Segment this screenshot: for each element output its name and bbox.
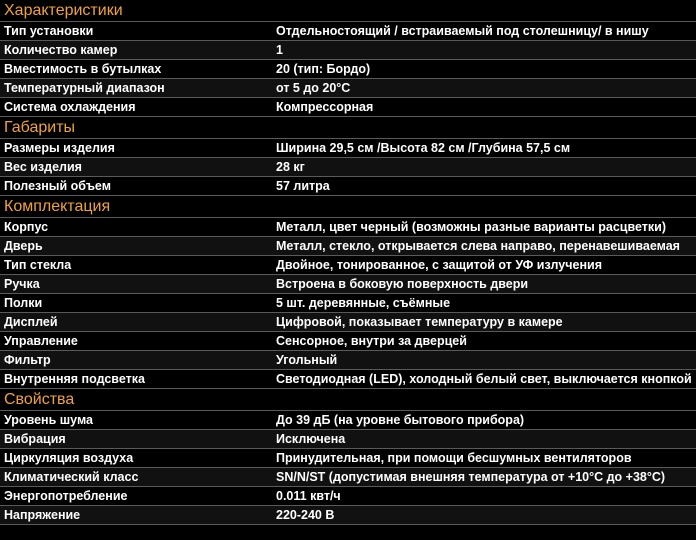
spec-row [0,79,696,98]
section-title: Габариты [0,117,696,139]
spec-label: Тип установки [4,24,94,38]
section-title: Комплектация [0,196,696,218]
spec-value: До 39 дБ (на уровне бытового прибора) [276,413,525,427]
spec-row [0,41,696,60]
spec-value: Компрессорная [276,100,374,114]
spec-value: Двойное, тонированное, с защитой от УФ излучения [276,258,602,272]
spec-label: Вес изделия [4,160,82,174]
spec-value: Встроена в боковую поверхность двери [276,277,529,291]
spec-value: SN/N/ST (допустимая внешняя температура от +10°С до +38°С) [276,470,666,484]
spec-label: Энергопотребление [4,489,128,503]
spec-row [0,468,696,487]
spec-label: Уровень шума [4,413,93,427]
spec-label: Внутренняя подсветка [4,372,145,386]
spec-row [0,275,696,294]
spec-row [0,158,696,177]
spec-label: Дисплей [4,315,58,329]
spec-value: Светодиодная (LED), холодный белый свет, выключается кнопкой [276,372,692,386]
spec-value: Цифровой, показывает температуру в камере [276,315,563,329]
spec-value: Металл, цвет черный (возможны разные варианты расцветки) [276,220,667,234]
spec-label: Дверь [4,239,43,253]
spec-row [0,237,696,256]
spec-value: 220-240 В [276,508,335,522]
section-title: Свойства [0,389,696,411]
spec-value: Угольный [276,353,338,367]
spec-row [0,506,696,525]
spec-value: 57 литра [276,179,330,193]
spec-row [0,411,696,430]
spec-label: Полезный объем [4,179,111,193]
spec-label: Ручка [4,277,40,291]
spec-label: Климатический класс [4,470,139,484]
spec-value: Металл, стекло, открывается слева направо, перенавешиваемая [276,239,680,253]
spec-row [0,139,696,158]
spec-label: Система охлаждения [4,100,136,114]
spec-row [0,98,696,117]
spec-value: от 5 до 20°С [276,81,351,95]
spec-value: Принудительная, при помощи бесшумных вентиляторов [276,451,632,465]
spec-label: Тип стекла [4,258,72,272]
spec-label: Циркуляция воздуха [4,451,134,465]
spec-label: Управление [4,334,78,348]
spec-label: Размеры изделия [4,141,115,155]
spec-row [0,177,696,196]
spec-label: Температурный диапазон [4,81,165,95]
spec-row [0,332,696,351]
spec-value: 28 кг [276,160,305,174]
spec-row [0,449,696,468]
spec-label: Фильтр [4,353,51,367]
spec-row [0,294,696,313]
spec-label: Количество камер [4,43,118,57]
spec-row [0,60,696,79]
spec-row [0,487,696,506]
spec-value: Сенсорное, внутри за дверцей [276,334,467,348]
section-title: Характеристики [0,0,696,22]
spec-label: Напряжение [4,508,81,522]
spec-value: 5 шт. деревянные, съёмные [276,296,451,310]
spec-row [0,370,696,389]
spec-value: 20 (тип: Бордо) [276,62,371,76]
spec-value: 0.011 квт/ч [276,489,341,503]
spec-label: Полки [4,296,43,310]
spec-label: Вместимость в бутылках [4,62,162,76]
spec-row [0,218,696,237]
spec-row [0,313,696,332]
spec-row [0,430,696,449]
spec-label: Корпус [4,220,49,234]
spec-value: Исключена [276,432,346,446]
spec-row [0,351,696,370]
spec-value: 1 [276,43,283,57]
spec-value: Ширина 29,5 см /Высота 82 см /Глубина 57,5 см [276,141,571,155]
spec-row [0,22,696,41]
spec-row [0,256,696,275]
spec-label: Вибрация [4,432,66,446]
spec-value: Отдельностоящий / встраиваемый под столешницу/ в нишу [276,24,649,38]
